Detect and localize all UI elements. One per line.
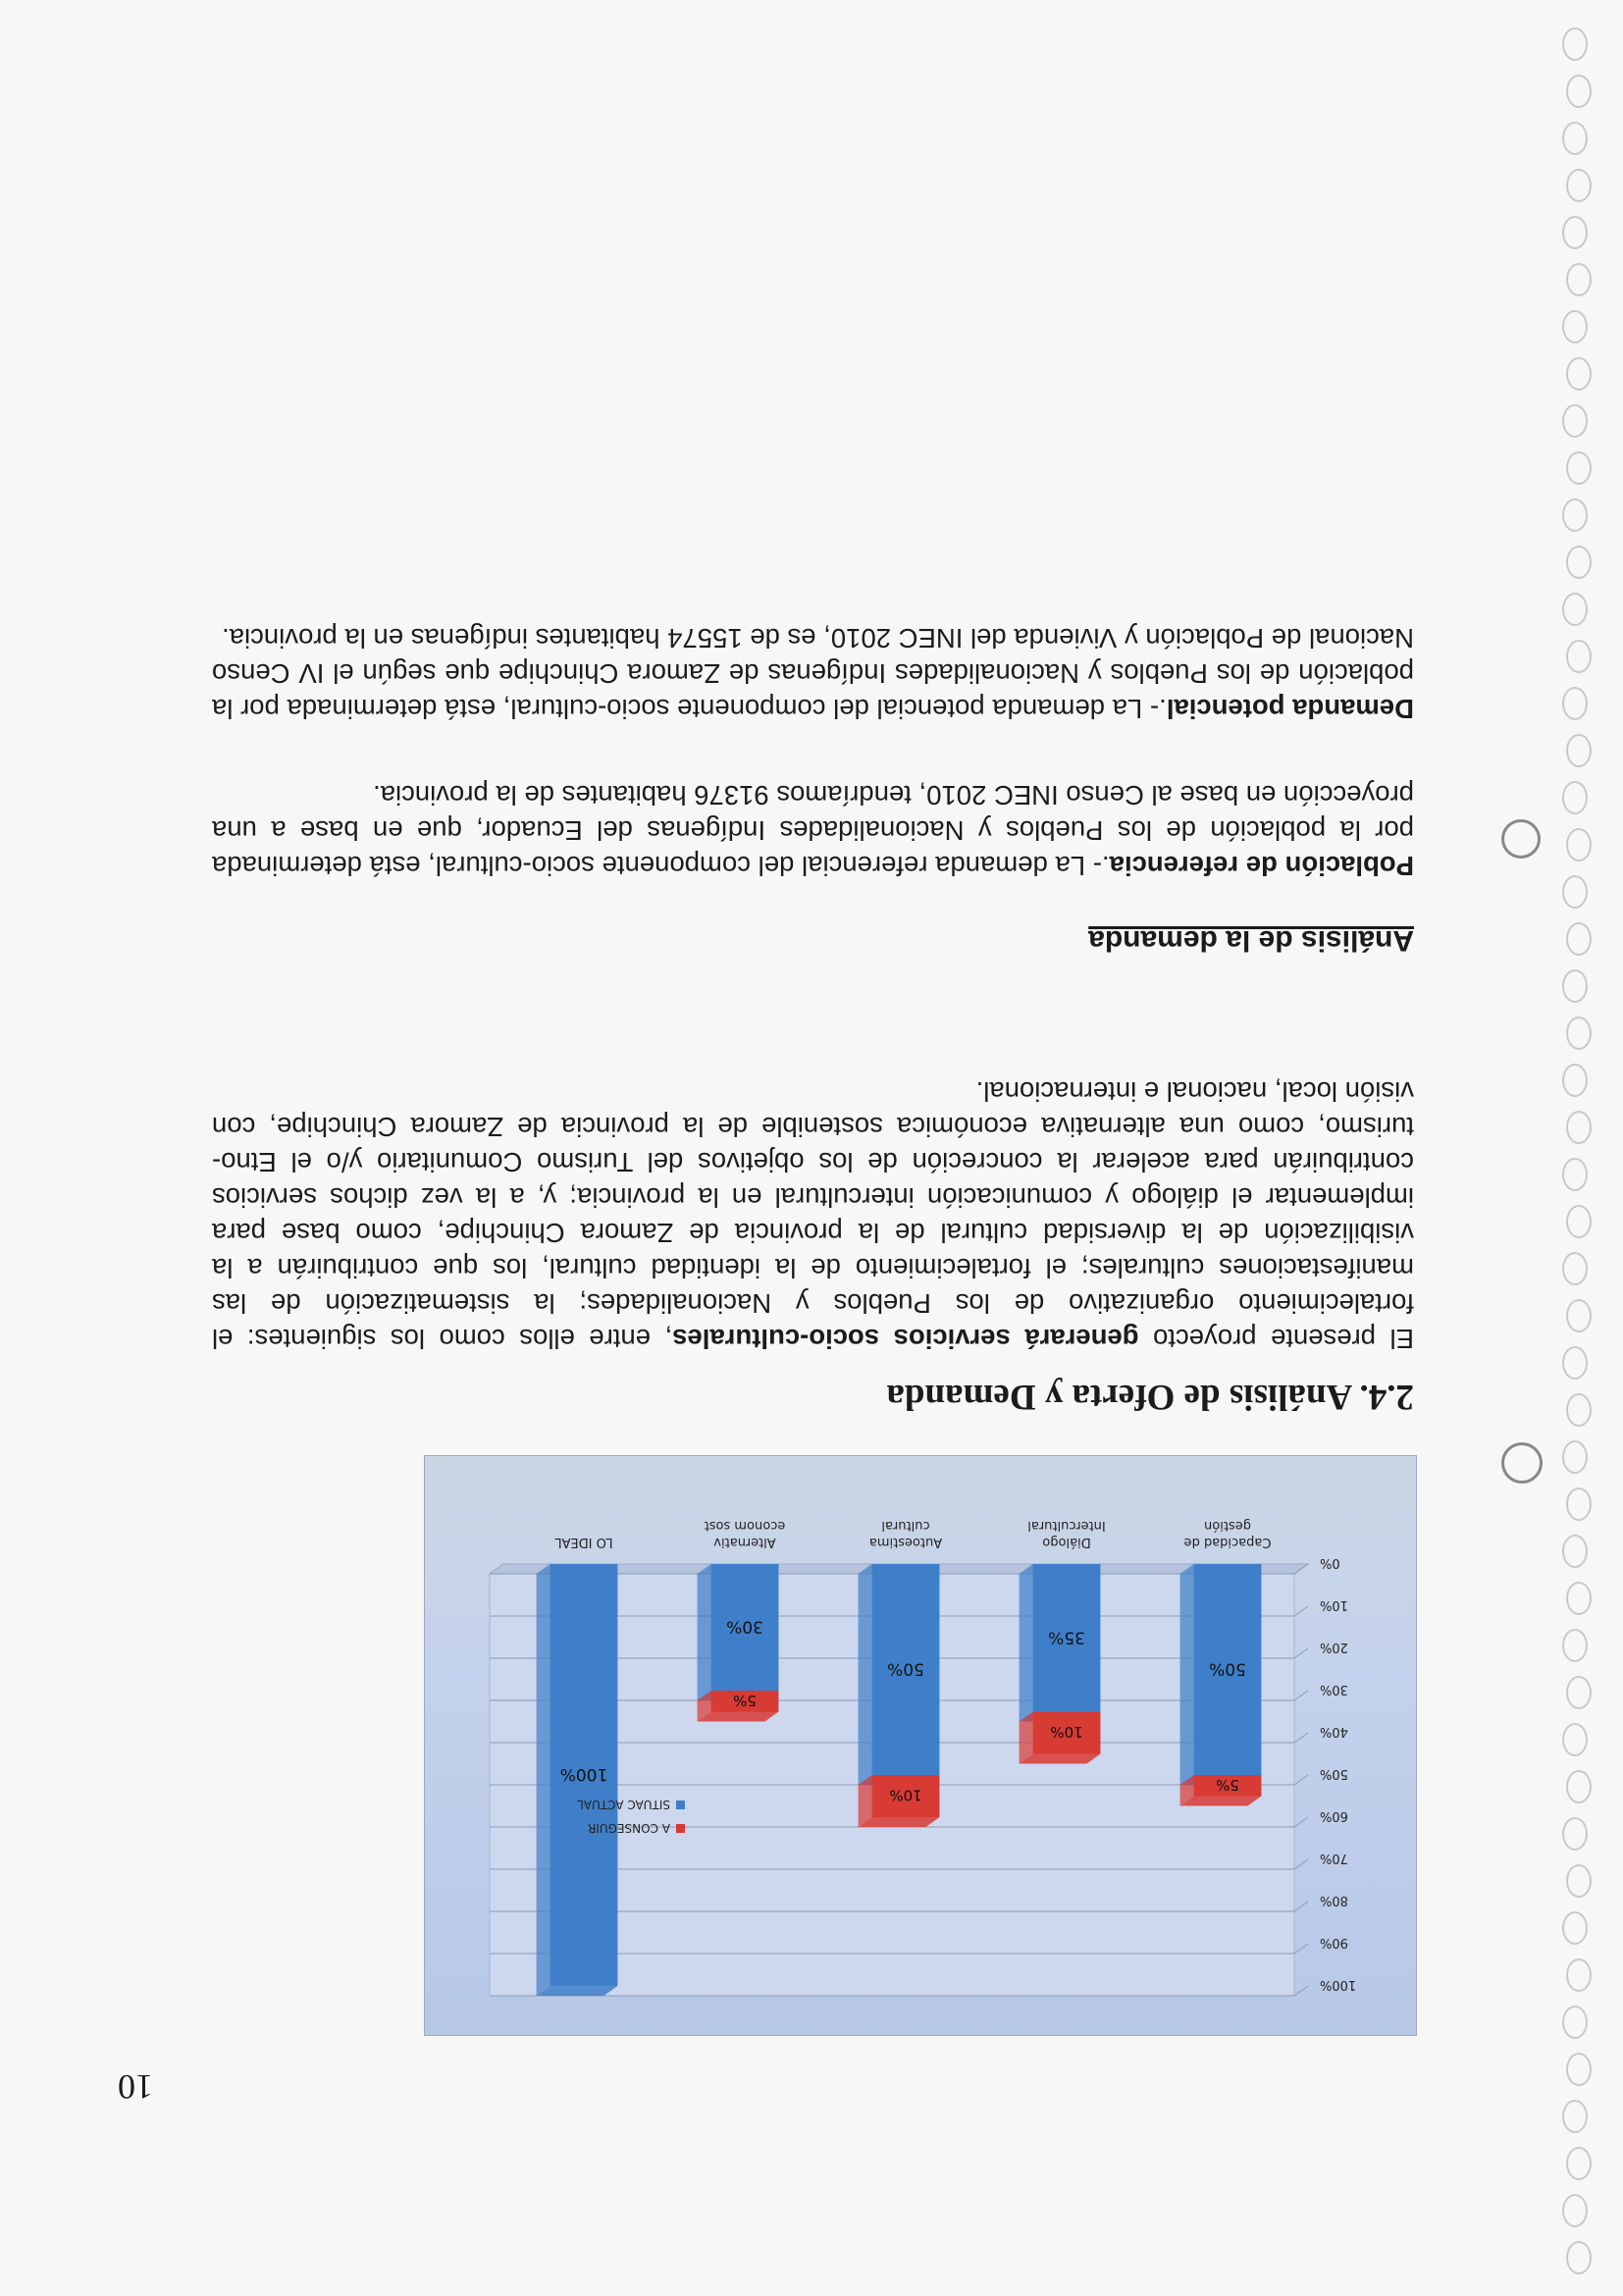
binder-hole [1566, 1393, 1592, 1427]
data-label-a-conseguir: 5% [733, 1691, 757, 1709]
binder-hole [1562, 310, 1588, 343]
category-label: Alternativ [713, 1535, 776, 1549]
legend-swatch [676, 1824, 685, 1833]
category-label: Diálogo [1042, 1535, 1091, 1549]
demanda-potencial-text: .- La demanda potencial del componente socio-cultural, está determinada por la población de los Pueblos y Nacionalidades Indígenas de Zamora Chinchipe que según el IV Censo Nacional de Población y Vivienda del INEC 2010, es de 15574 habitantes indígenas en la provincia. [212, 623, 1414, 724]
data-label-situac-actual: 100% [559, 1764, 608, 1784]
bar-a-conseguir-top [1180, 1797, 1262, 1806]
y-tick-label: 50% [1320, 1766, 1348, 1781]
binder-hole [1562, 2100, 1588, 2133]
binder-hole [1566, 263, 1592, 296]
binder-hole [1562, 687, 1588, 720]
binder-hole [1562, 1629, 1588, 1662]
y-tick-label: 20% [1320, 1640, 1348, 1654]
poblacion-referencia-paragraph [212, 777, 1414, 883]
category-label: econom sost [704, 1518, 786, 1533]
binder-hole [1566, 734, 1592, 767]
data-label-situac-actual: 35% [1048, 1627, 1085, 1647]
bar-a-conseguir-top [698, 1712, 779, 1722]
data-label-a-conseguir: 5% [1216, 1775, 1239, 1794]
binder-hole [1566, 546, 1592, 579]
binder-hole [1566, 640, 1592, 673]
binder-hole [1566, 1582, 1592, 1615]
y-tick-label: 30% [1320, 1682, 1348, 1696]
binder-hole [1562, 1817, 1588, 1851]
y-tick-label: 70% [1320, 1851, 1348, 1865]
y-tick-label: 10% [1320, 1597, 1348, 1612]
binder-hole [1562, 498, 1588, 532]
binder-hole [1562, 27, 1588, 61]
category-label: LO IDEAL [554, 1535, 613, 1549]
binder-hole [1562, 1440, 1588, 1474]
data-label-situac-actual: 30% [726, 1616, 763, 1637]
binder-hole [1562, 1064, 1588, 1097]
binder-hole [1566, 1205, 1592, 1238]
binder-hole [1566, 2147, 1592, 2180]
data-label-a-conseguir: 10% [889, 1786, 922, 1804]
bar-a-conseguir-top [859, 1817, 940, 1827]
binder-hole [1562, 2194, 1588, 2227]
binder-hole [1562, 216, 1588, 249]
binder-hole [1562, 1535, 1588, 1568]
y-tick-label: 100% [1320, 1977, 1357, 1992]
bar-situac-actual-side [1180, 1564, 1194, 1785]
poblacion-referencia-term: Población de referencia [1109, 851, 1414, 881]
binder-ring-mark [1501, 1442, 1543, 1484]
page-number: 10 [118, 2067, 153, 2107]
binder-ring-mark [1501, 819, 1541, 859]
binder-hole [1566, 1770, 1592, 1803]
binder-hole [1566, 2053, 1592, 2086]
binder-hole [1566, 169, 1592, 202]
binder-hole [1566, 75, 1592, 108]
y-tick-label: 40% [1320, 1724, 1348, 1739]
binder-hole [1566, 1299, 1592, 1332]
category-label: Autoestima [868, 1535, 943, 1549]
binder-hole [1562, 2006, 1588, 2039]
demanda-potencial-term: Demanda potencial [1166, 694, 1414, 724]
binder-hole [1566, 451, 1592, 485]
binder-hole [1566, 1958, 1592, 1992]
binder-hole [1562, 1252, 1588, 1285]
intro-paragraph [212, 1073, 1414, 1356]
section-heading: 2.4. Análisis de Oferta y Demanda [886, 1377, 1414, 1417]
category-label: gestión [1204, 1518, 1251, 1533]
bar-situac-actual-top [537, 1986, 618, 1996]
y-tick-label: 0% [1320, 1555, 1340, 1570]
intro-bold: generará servicios socio-culturales [672, 1324, 1139, 1354]
binder-hole [1566, 2241, 1592, 2274]
chart-panel [424, 1455, 1417, 2036]
data-label-a-conseguir: 10% [1050, 1723, 1083, 1741]
binder-hole [1566, 357, 1592, 391]
intro-lead: El presente proyecto [1138, 1324, 1414, 1354]
bar-situac-actual-side [1020, 1564, 1033, 1722]
bar-a-conseguir-top [1020, 1754, 1101, 1764]
demanda-potencial-paragraph [212, 620, 1414, 726]
intro-rest: , entre ellos como los siguientes: el fortalecimiento organizativo de los Pueblos y Nacionalidades; la sistematización de las manifestaciones culturales; el fortalecimiento de la identidad cultural, los que contribuirán a la visibilización de la diversidad cultural de la provincia de Zamora Chinchipe, como base para implementar el diálogo y comunicación intercultural en la provincia; y, a la vez dichos servicios contribuirán para acelerar la concreción de los objetivos del Turismo Comunitario y/o el Etno-turismo, como una alternativa económica sostenible de la provincia de Zamora Chinchipe, con visión local, nacional e internacional. [212, 1076, 1414, 1354]
binder-holes [1558, 0, 1597, 2296]
binder-hole [1566, 1111, 1592, 1144]
data-label-situac-actual: 50% [1209, 1658, 1246, 1679]
legend-swatch [676, 1800, 685, 1809]
category-label: Intercultural [1027, 1518, 1106, 1533]
bar-situac-actual-side [859, 1564, 872, 1785]
binder-hole [1566, 1487, 1592, 1521]
binder-hole [1566, 1676, 1592, 1709]
binder-hole [1566, 828, 1592, 861]
binder-hole [1562, 1346, 1588, 1380]
binder-hole [1562, 122, 1588, 155]
y-tick-label: 60% [1320, 1808, 1348, 1823]
binder-hole [1562, 593, 1588, 626]
binder-hole [1562, 969, 1588, 1003]
data-label-situac-actual: 50% [887, 1658, 924, 1679]
stacked-bar-chart [425, 1456, 1416, 2035]
binder-hole [1562, 781, 1588, 814]
bar-situac-actual-side [698, 1564, 711, 1700]
bar-situac-actual-side [537, 1564, 550, 1996]
binder-hole [1562, 404, 1588, 438]
binder-hole [1562, 1158, 1588, 1191]
y-tick-label: 80% [1320, 1893, 1348, 1907]
demand-heading: Análisis de la demanda [1088, 924, 1414, 957]
binder-hole [1562, 1911, 1588, 1945]
poblacion-referencia-text: .- La demanda referencial del componente socio-cultural, está determinada por la población de los Pueblos y Nacionalidades Indígenas del Ecuador, que en base a una proyección en base al Censo INEC 2010, tendríamos 91376 habitantes de la provincia. [212, 780, 1414, 881]
binder-hole [1566, 1864, 1592, 1898]
binder-hole [1566, 1017, 1592, 1050]
category-label: Capacidad de [1183, 1535, 1272, 1549]
category-label: cultural [881, 1518, 930, 1533]
y-tick-label: 90% [1320, 1935, 1348, 1950]
binder-hole [1566, 922, 1592, 956]
binder-hole [1562, 1723, 1588, 1756]
binder-hole [1562, 875, 1588, 909]
legend-label: A CONSEGUIR [588, 1821, 670, 1835]
legend-label: SITUAC ACTUAL [577, 1798, 670, 1811]
